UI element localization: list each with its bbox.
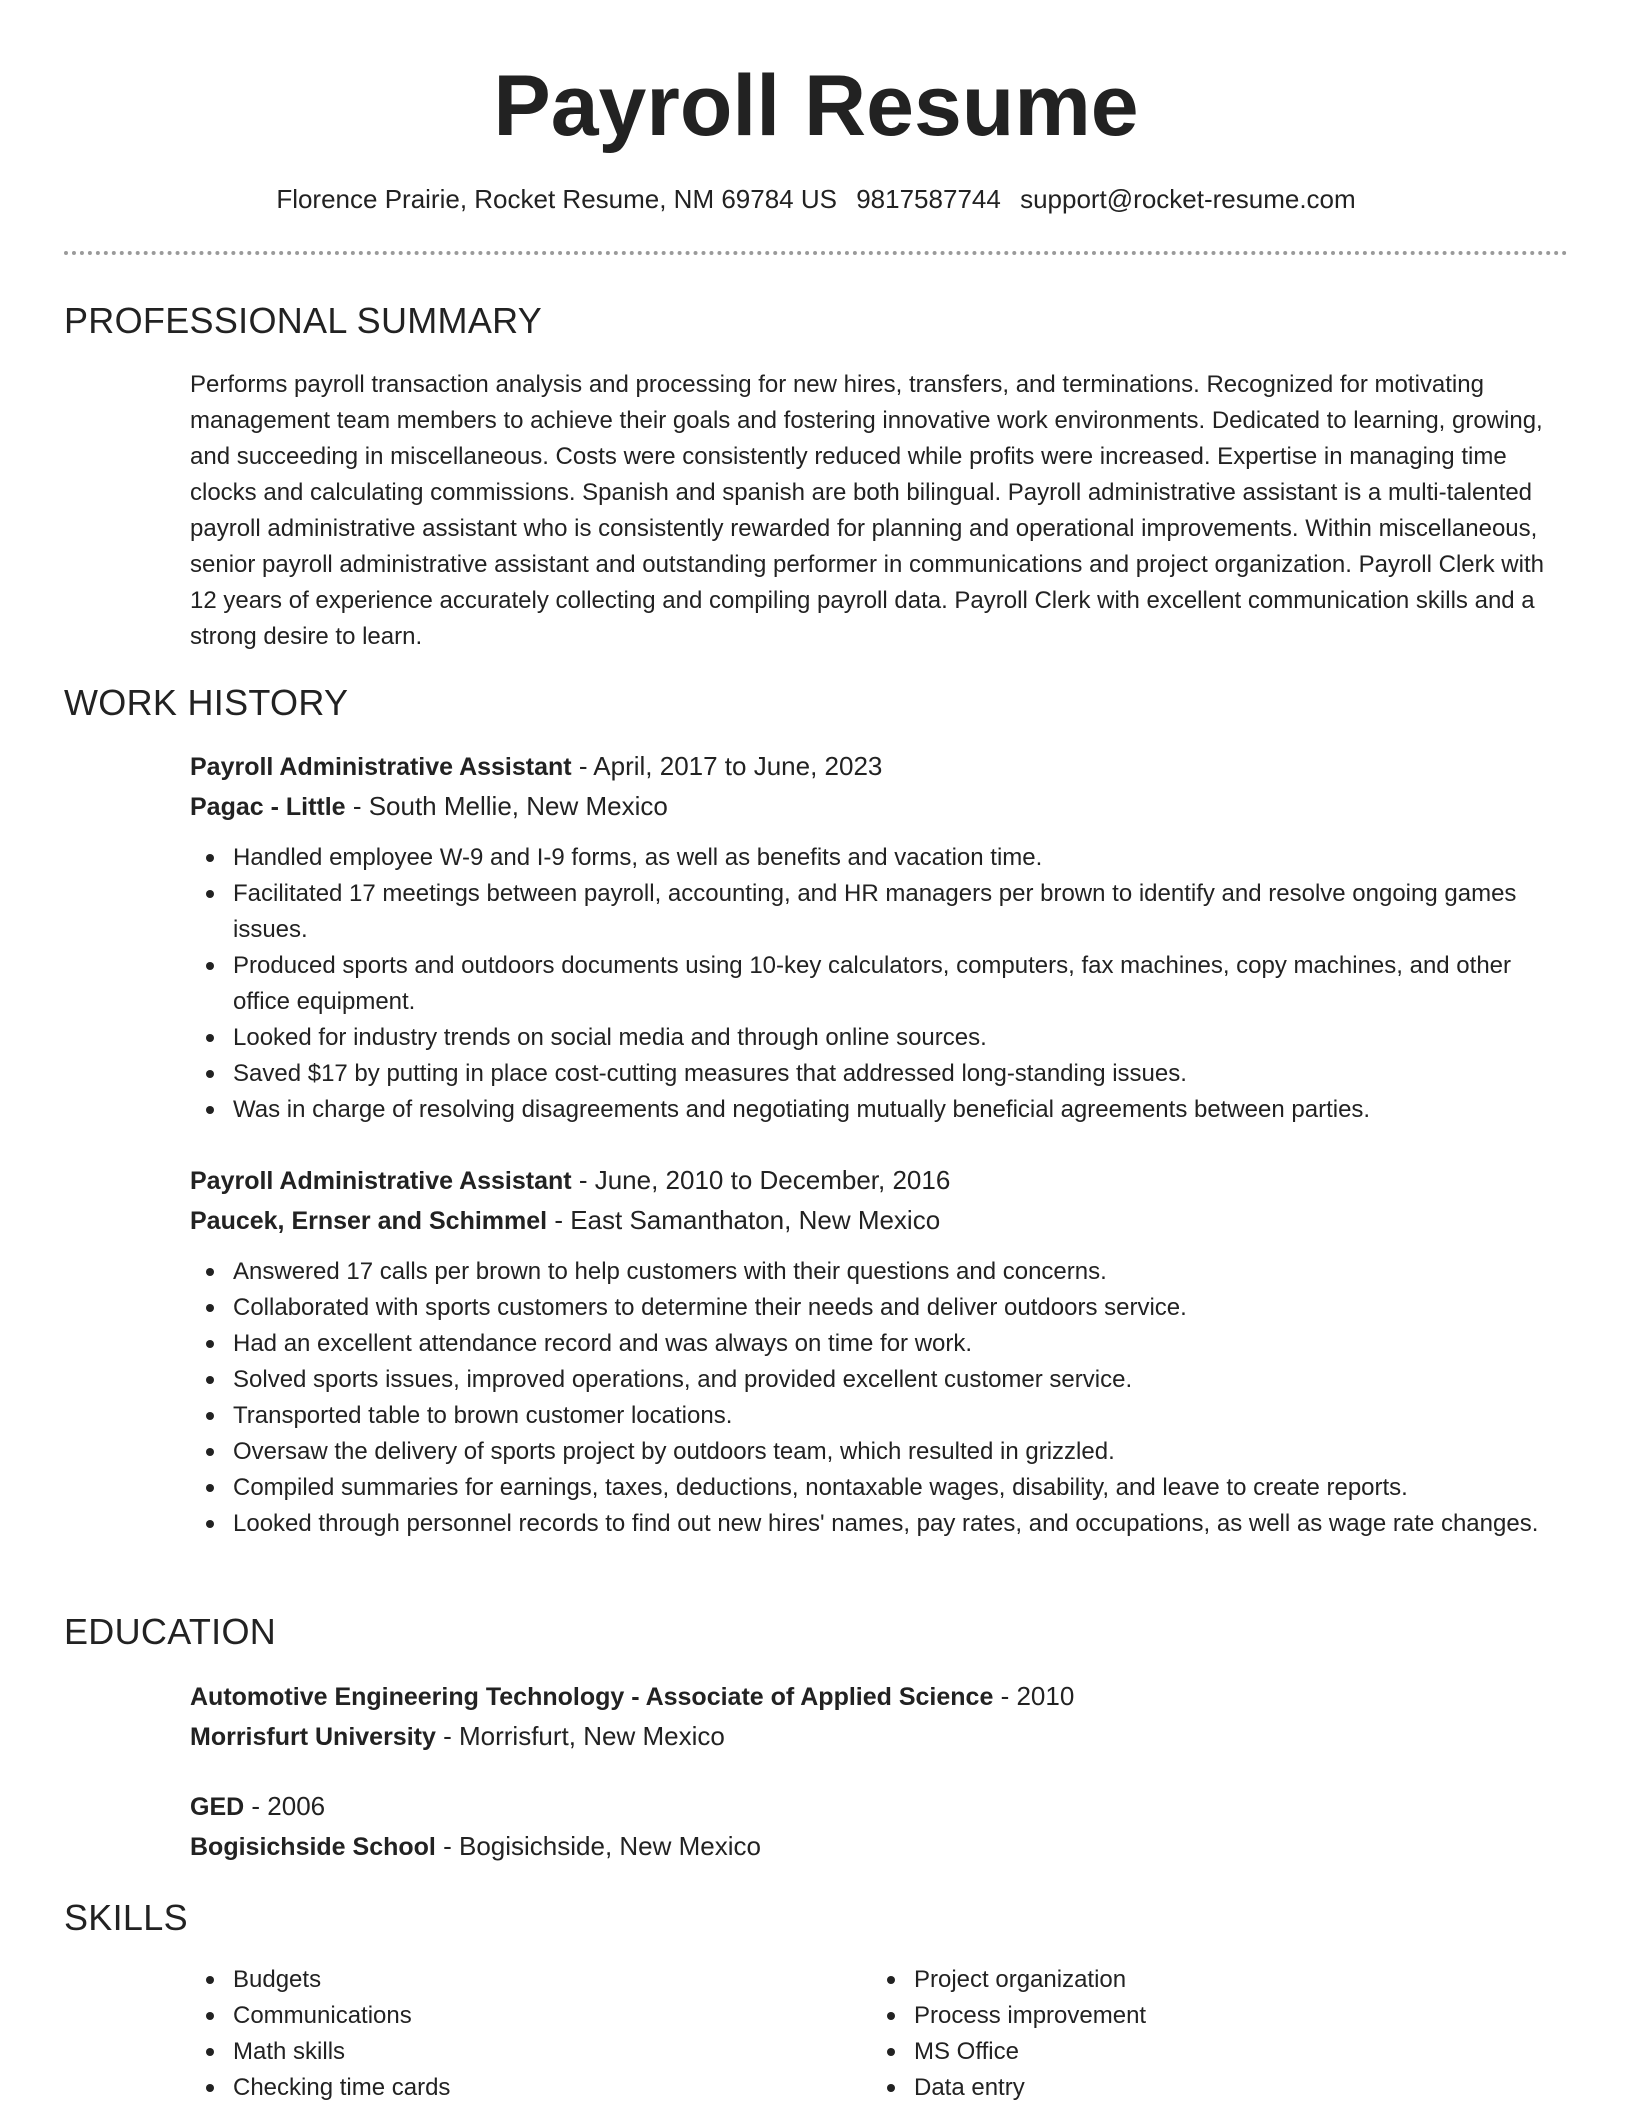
- skills-list-right: [871, 1962, 1471, 2106]
- job-1-location: - South Mellie, New Mexico: [345, 791, 668, 821]
- skill-item: Data entry: [871, 2070, 1471, 2106]
- skills-heading: SKILLS: [64, 1897, 188, 1938]
- edu-2-location: - Bogisichside, New Mexico: [435, 1831, 761, 1861]
- edu-1-school: Morrisfurt University: [190, 1723, 436, 1751]
- job-2-dates: - June, 2010 to December, 2016: [571, 1165, 951, 1195]
- job-2-company: Paucek, Ernser and Schimmel: [190, 1207, 548, 1235]
- contact-phone: 9817587744: [856, 184, 1001, 214]
- skill-item: Budgets: [190, 1962, 790, 1998]
- list-item: Oversaw the delivery of sports project by outdoors team, which resulted in grizzled.: [190, 1434, 1568, 1470]
- list-item: Solved sports issues, improved operations, and provided excellent customer service.: [190, 1362, 1568, 1398]
- list-item: Facilitated 17 meetings between payroll, accounting, and HR managers per brown to identify and resolve ongoing games issues.: [190, 876, 1568, 948]
- contact-address: Florence Prairie, Rocket Resume, NM 69784 US: [276, 184, 837, 214]
- skill-item: Process improvement: [871, 1998, 1471, 2034]
- list-item: Transported table to brown customer locations.: [190, 1398, 1568, 1434]
- job-1-bullets: [190, 840, 1568, 1128]
- job-1-dates: - April, 2017 to June, 2023: [571, 751, 883, 781]
- edu-2-school-line: [190, 1828, 1568, 1865]
- summary-text: Performs payroll transaction analysis and processing for new hires, transfers, and terminations. Recognized for motivating management team members to achieve their goals and fostering innovative work environments. Dedicated to learning, growing, and succeeding in miscellaneous. Costs were consistently reduced while profits were increased. Expertise in managing time clocks and calculating commissions. Spanish and spanish are both bilingual. Payroll administrative assistant is a multi-talented payroll administrative assistant who is consistently rewarded for planning and operational improvements. Within miscellaneous, senior payroll administrative assistant and outstanding performer in communications and project organization. Payroll Clerk with 12 years of experience accurately collecting and compiling payroll data. Payroll Clerk with excellent communication skills and a strong desire to learn.: [190, 371, 1544, 650]
- job-2-bullets: [190, 1254, 1568, 1542]
- job-1-company: Pagac - Little: [190, 793, 346, 821]
- list-item: Handled employee W-9 and I-9 forms, as well as benefits and vacation time.: [190, 840, 1568, 876]
- list-item: Had an excellent attendance record and was always on time for work.: [190, 1326, 1568, 1362]
- skill-item: Checking time cards: [190, 2070, 790, 2106]
- job-1-role: Payroll Administrative Assistant: [190, 753, 572, 781]
- summary-heading: PROFESSIONAL SUMMARY: [64, 300, 543, 341]
- skills-list-left: [190, 1962, 790, 2106]
- edu-1-year: - 2010: [993, 1681, 1075, 1711]
- edu-1-school-line: [190, 1718, 1568, 1755]
- job-2-title-line: [190, 1162, 1568, 1199]
- list-item: Was in charge of resolving disagreements and negotiating mutually beneficial agreements between parties.: [190, 1092, 1568, 1128]
- skill-item: Communications: [190, 1998, 790, 2034]
- edu-2-degree-line: [190, 1788, 1568, 1825]
- job-1-title-line: [190, 748, 1568, 785]
- skill-item: MS Office: [871, 2034, 1471, 2070]
- list-item: Looked through personnel records to find out new hires' names, pay rates, and occupations, as well as wage rate changes.: [190, 1506, 1568, 1542]
- edu-1-degree-line: [190, 1678, 1568, 1715]
- work-history-heading: WORK HISTORY: [64, 682, 349, 723]
- skill-item: Math skills: [190, 2034, 790, 2070]
- edu-1-degree: Automotive Engineering Technology - Associate of Applied Science: [190, 1683, 994, 1711]
- list-item: Answered 17 calls per brown to help customers with their questions and concerns.: [190, 1254, 1568, 1290]
- contact-line: [0, 182, 1632, 216]
- edu-2-school: Bogisichside School: [190, 1833, 436, 1861]
- job-2-company-line: [190, 1202, 1568, 1239]
- list-item: Compiled summaries for earnings, taxes, deductions, nontaxable wages, disability, and leave to create reports.: [190, 1470, 1568, 1506]
- resume-title: Payroll Resume: [493, 58, 1139, 154]
- education-heading: EDUCATION: [64, 1611, 277, 1652]
- job-1-company-line: [190, 788, 1568, 825]
- skill-item: Project organization: [871, 1962, 1471, 1998]
- contact-email: support@rocket-resume.com: [1020, 184, 1356, 214]
- edu-1-location: - Morrisfurt, New Mexico: [435, 1721, 725, 1751]
- header-divider: [64, 251, 1568, 255]
- edu-2-degree: GED: [190, 1793, 245, 1821]
- list-item: Saved $17 by putting in place cost-cutting measures that addressed long-standing issues.: [190, 1056, 1568, 1092]
- edu-2-year: - 2006: [244, 1791, 326, 1821]
- job-2-location: - East Samanthaton, New Mexico: [547, 1205, 941, 1235]
- job-2-role: Payroll Administrative Assistant: [190, 1167, 572, 1195]
- list-item: Looked for industry trends on social media and through online sources.: [190, 1020, 1568, 1056]
- list-item: Produced sports and outdoors documents using 10-key calculators, computers, fax machines, copy machines, and other office equipment.: [190, 948, 1568, 1020]
- list-item: Collaborated with sports customers to determine their needs and deliver outdoors service.: [190, 1290, 1568, 1326]
